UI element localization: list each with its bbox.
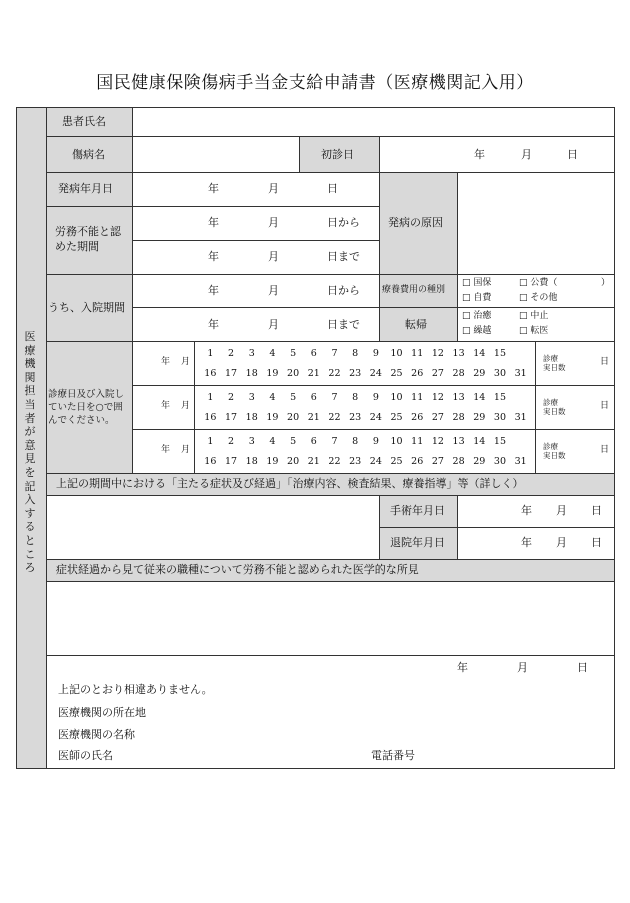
day-cell[interactable]: 28 bbox=[452, 368, 465, 379]
day-cell[interactable]: 1 bbox=[207, 392, 214, 403]
day-cell[interactable]: 21 bbox=[307, 412, 320, 423]
day-cell[interactable]: 17 bbox=[224, 368, 238, 379]
institution-name-label: 医療機関の名称 bbox=[58, 728, 135, 741]
hosp-to-year: 年 bbox=[208, 318, 219, 331]
day-cell[interactable]: 21 bbox=[307, 368, 320, 379]
outcome-option-stopped[interactable]: □ 中止 bbox=[519, 311, 549, 321]
day-cell[interactable]: 5 bbox=[290, 392, 297, 403]
day-cell[interactable]: 23 bbox=[349, 368, 362, 379]
day-cell[interactable]: 21 bbox=[307, 456, 320, 467]
day-cell[interactable]: 26 bbox=[411, 368, 424, 379]
day-cell[interactable]: 30 bbox=[493, 456, 507, 467]
sign-month: 月 bbox=[517, 661, 528, 674]
phone-label: 電話番号 bbox=[371, 749, 415, 762]
day-cell[interactable]: 2 bbox=[228, 392, 235, 403]
hosp-from-month: 月 bbox=[268, 284, 279, 297]
visit-days-label: 診療日及び入院していた日を○で囲んでください。 bbox=[48, 389, 125, 426]
cost-option-kouhi-close: ） bbox=[601, 278, 611, 288]
actual-days-label-1: 診療 実日数 bbox=[543, 354, 566, 372]
cost-option-other[interactable]: □ その他 bbox=[519, 293, 558, 303]
day-cell[interactable]: 29 bbox=[473, 456, 486, 467]
cal-days-first-1 bbox=[200, 348, 510, 359]
day-cell[interactable]: 27 bbox=[431, 456, 444, 467]
day-cell[interactable]: 3 bbox=[248, 436, 255, 447]
unable-from-year: 年 bbox=[208, 216, 219, 229]
day-cell[interactable]: 25 bbox=[390, 412, 403, 423]
day-cell[interactable]: 6 bbox=[310, 392, 317, 403]
day-cell[interactable]: 30 bbox=[493, 412, 507, 423]
unable-from-month: 月 bbox=[268, 216, 279, 229]
day-cell[interactable]: 7 bbox=[331, 392, 338, 403]
day-cell[interactable]: 4 bbox=[269, 392, 276, 403]
cal-days-first-2 bbox=[200, 392, 510, 403]
day-cell[interactable]: 31 bbox=[514, 412, 527, 423]
cal-days-first-3 bbox=[200, 436, 510, 447]
day-cell[interactable]: 18 bbox=[245, 412, 258, 423]
surgery-year: 年 bbox=[521, 504, 532, 517]
unable-to-day: 日まで bbox=[327, 250, 360, 263]
outcome-option-transfer[interactable]: □ 転医 bbox=[519, 326, 549, 336]
day-cell[interactable]: 24 bbox=[369, 456, 382, 467]
day-cell[interactable]: 27 bbox=[431, 368, 444, 379]
day-cell[interactable]: 13 bbox=[452, 436, 465, 447]
patient-name-label: 患者氏名 bbox=[62, 115, 106, 128]
onset-date-label: 発病年月日 bbox=[58, 182, 113, 195]
day-cell[interactable]: 26 bbox=[411, 412, 424, 423]
day-cell[interactable]: 11 bbox=[411, 392, 424, 403]
day-cell[interactable]: 20 bbox=[287, 368, 300, 379]
day-cell[interactable]: 2 bbox=[228, 348, 235, 359]
day-cell[interactable]: 18 bbox=[245, 456, 258, 467]
day-cell[interactable]: 14 bbox=[473, 436, 486, 447]
day-cell[interactable]: 27 bbox=[431, 412, 444, 423]
cal-year-1: 年 bbox=[161, 357, 171, 367]
cal-month-1: 月 bbox=[181, 357, 191, 367]
actual-days-label-2: 診療 実日数 bbox=[543, 398, 566, 416]
cost-type-label: 療養費用の種別 bbox=[382, 285, 446, 295]
cal-month-3: 月 bbox=[181, 445, 191, 455]
day-cell[interactable]: 19 bbox=[266, 412, 279, 423]
first-visit-year: 年 bbox=[474, 148, 485, 161]
cal-days-second-2 bbox=[200, 412, 531, 423]
cause-label: 発病の原因 bbox=[388, 216, 443, 229]
surgery-month: 月 bbox=[556, 504, 567, 517]
day-cell[interactable]: 9 bbox=[372, 348, 379, 359]
day-cell[interactable]: 29 bbox=[473, 368, 486, 379]
sign-year: 年 bbox=[457, 661, 468, 674]
unable-to-year: 年 bbox=[208, 250, 219, 263]
surgery-day: 日 bbox=[591, 504, 602, 517]
cal-days-second-3 bbox=[200, 456, 531, 467]
discharge-year: 年 bbox=[521, 536, 532, 549]
unable-from-day: 日から bbox=[327, 216, 360, 229]
day-cell[interactable]: 23 bbox=[349, 456, 362, 467]
day-cell[interactable]: 4 bbox=[269, 348, 276, 359]
day-cell[interactable]: 18 bbox=[245, 368, 258, 379]
day-cell[interactable]: 12 bbox=[431, 348, 444, 359]
day-cell[interactable]: 8 bbox=[352, 436, 359, 447]
day-cell[interactable]: 8 bbox=[352, 348, 359, 359]
surgery-date-label: 手術年月日 bbox=[390, 504, 445, 517]
day-cell[interactable]: 29 bbox=[473, 412, 486, 423]
side-label: 医 療 機 関 担 当 者 が 意 見 を 記 入 す る と こ ろ bbox=[24, 330, 36, 575]
cal-year-3: 年 bbox=[161, 445, 171, 455]
day-cell[interactable]: 16 bbox=[204, 412, 217, 423]
day-cell[interactable]: 5 bbox=[290, 348, 297, 359]
cost-option-kokuho[interactable]: □ 国保 bbox=[462, 278, 492, 288]
day-cell[interactable]: 6 bbox=[310, 348, 317, 359]
day-cell[interactable]: 24 bbox=[369, 412, 382, 423]
cost-option-kouhi[interactable]: □ 公費（ bbox=[519, 278, 558, 288]
day-cell[interactable]: 19 bbox=[266, 456, 279, 467]
findings-heading: 症状経過から見て従来の職種について労務不能と認められた医学的な所見 bbox=[56, 563, 419, 576]
certify-text: 上記のとおり相違ありません。 bbox=[58, 683, 213, 696]
day-cell[interactable]: 1 bbox=[207, 348, 214, 359]
injury-name-label: 傷病名 bbox=[72, 148, 105, 161]
day-cell[interactable]: 19 bbox=[266, 368, 279, 379]
day-cell[interactable]: 4 bbox=[269, 436, 276, 447]
day-cell[interactable]: 17 bbox=[224, 456, 238, 467]
onset-month: 月 bbox=[268, 182, 279, 195]
actual-days-unit-2: 日 bbox=[600, 401, 610, 411]
day-cell[interactable]: 9 bbox=[372, 392, 379, 403]
day-cell[interactable]: 15 bbox=[493, 436, 507, 447]
day-cell[interactable]: 3 bbox=[248, 348, 255, 359]
day-cell[interactable]: 28 bbox=[452, 412, 465, 423]
day-cell[interactable]: 12 bbox=[431, 436, 444, 447]
day-cell[interactable]: 14 bbox=[473, 392, 486, 403]
first-visit-label: 初診日 bbox=[321, 148, 354, 161]
day-cell[interactable]: 6 bbox=[310, 436, 317, 447]
day-cell[interactable]: 26 bbox=[411, 456, 424, 467]
hospital-period-label: うち、入院期間 bbox=[48, 301, 125, 314]
outcome-label: 転帰 bbox=[405, 318, 427, 331]
cal-year-2: 年 bbox=[161, 401, 171, 411]
day-cell[interactable]: 12 bbox=[431, 392, 444, 403]
first-visit-day: 日 bbox=[567, 148, 578, 161]
day-cell[interactable]: 11 bbox=[411, 348, 424, 359]
day-cell[interactable]: 10 bbox=[390, 392, 403, 403]
day-cell[interactable]: 8 bbox=[352, 392, 359, 403]
day-cell[interactable]: 1 bbox=[207, 436, 214, 447]
doctor-name-label: 医師の氏名 bbox=[58, 749, 113, 762]
day-cell[interactable]: 16 bbox=[204, 368, 217, 379]
day-cell[interactable]: 22 bbox=[328, 412, 341, 423]
hosp-from-day: 日から bbox=[327, 284, 360, 297]
day-cell[interactable]: 9 bbox=[372, 436, 379, 447]
hosp-to-day: 日まで bbox=[327, 318, 360, 331]
day-cell[interactable]: 7 bbox=[331, 436, 338, 447]
sign-day: 日 bbox=[577, 661, 588, 674]
cal-month-2: 月 bbox=[181, 401, 191, 411]
cost-option-jihi[interactable]: □ 自費 bbox=[462, 293, 492, 303]
discharge-date-label: 退院年月日 bbox=[390, 536, 445, 549]
first-visit-month: 月 bbox=[521, 148, 532, 161]
day-cell[interactable]: 7 bbox=[331, 348, 338, 359]
actual-days-label-3: 診療 実日数 bbox=[543, 442, 566, 460]
day-cell[interactable]: 30 bbox=[493, 368, 507, 379]
discharge-day: 日 bbox=[591, 536, 602, 549]
day-cell[interactable]: 13 bbox=[452, 392, 465, 403]
day-cell[interactable]: 25 bbox=[390, 456, 403, 467]
discharge-month: 月 bbox=[556, 536, 567, 549]
institution-address-label: 医療機関の所在地 bbox=[58, 706, 146, 719]
day-cell[interactable]: 13 bbox=[452, 348, 465, 359]
actual-days-unit-3: 日 bbox=[600, 445, 610, 455]
day-cell[interactable]: 20 bbox=[287, 412, 300, 423]
day-cell[interactable]: 15 bbox=[493, 348, 507, 359]
day-cell[interactable]: 14 bbox=[473, 348, 486, 359]
onset-day: 日 bbox=[327, 182, 338, 195]
day-cell[interactable]: 23 bbox=[349, 412, 362, 423]
hosp-from-year: 年 bbox=[208, 284, 219, 297]
actual-days-unit-1: 日 bbox=[600, 357, 610, 367]
hosp-to-month: 月 bbox=[268, 318, 279, 331]
day-cell[interactable]: 31 bbox=[514, 456, 527, 467]
form-title: 国民健康保険傷病手当金支給申請書（医療機関記入用） bbox=[96, 73, 534, 93]
outcome-option-cured[interactable]: □ 治癒 bbox=[462, 311, 492, 321]
unable-period-label: 労務不能と認めた期間 bbox=[55, 225, 121, 253]
day-cell[interactable]: 3 bbox=[248, 392, 255, 403]
day-cell[interactable]: 25 bbox=[390, 368, 403, 379]
day-cell[interactable]: 20 bbox=[287, 456, 300, 467]
day-cell[interactable]: 24 bbox=[369, 368, 382, 379]
day-cell[interactable]: 31 bbox=[514, 368, 527, 379]
day-cell[interactable]: 16 bbox=[204, 456, 217, 467]
outcome-option-carried[interactable]: □ 繰越 bbox=[462, 326, 492, 336]
day-cell[interactable]: 2 bbox=[228, 436, 235, 447]
day-cell[interactable]: 10 bbox=[390, 348, 403, 359]
day-cell[interactable]: 22 bbox=[328, 456, 341, 467]
day-cell[interactable]: 22 bbox=[328, 368, 341, 379]
day-cell[interactable]: 15 bbox=[493, 392, 507, 403]
cal-days-second-1 bbox=[200, 368, 531, 379]
day-cell[interactable]: 28 bbox=[452, 456, 465, 467]
symptoms-heading: 上記の期間中における「主たる症状及び経過」「治療内容、検査結果、療養指導」等（詳しく） bbox=[56, 477, 524, 490]
day-cell[interactable]: 17 bbox=[224, 412, 238, 423]
onset-year: 年 bbox=[208, 182, 219, 195]
day-cell[interactable]: 10 bbox=[390, 436, 403, 447]
day-cell[interactable]: 11 bbox=[411, 436, 424, 447]
day-cell[interactable]: 5 bbox=[290, 436, 297, 447]
unable-to-month: 月 bbox=[268, 250, 279, 263]
